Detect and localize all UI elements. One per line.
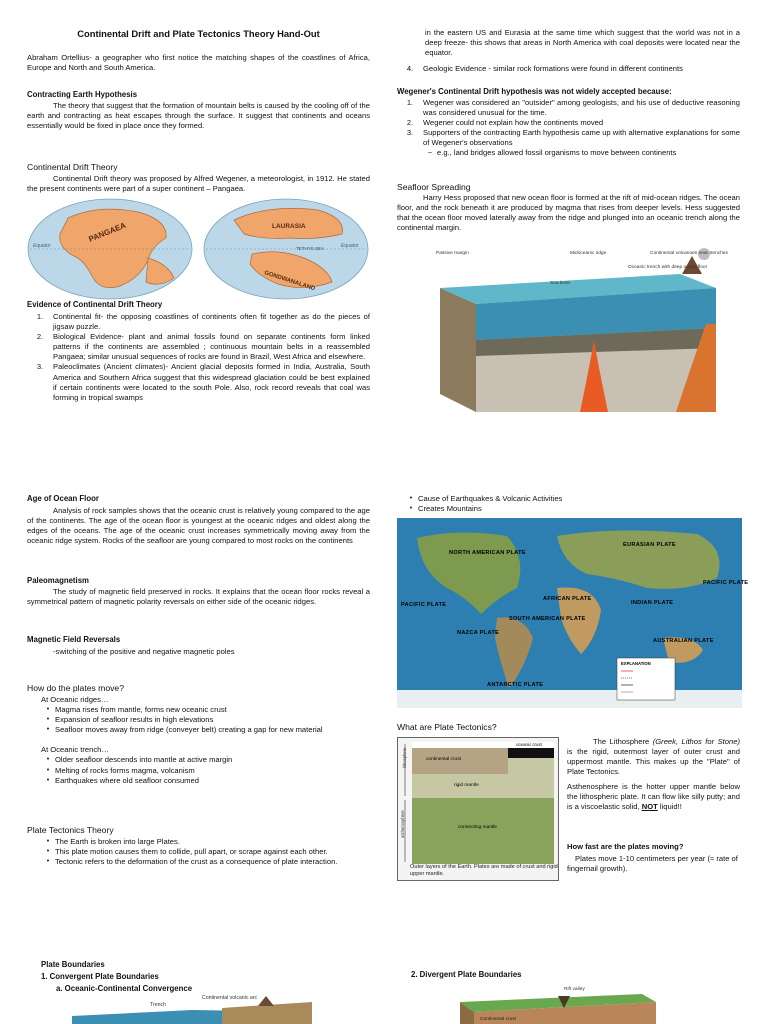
list-item: • This plate motion causes them to collide, pull apart, or scrape against each other. [46, 847, 328, 857]
asthenosphere-text: Asthenosphere is the hotter upper mantle below the lithospheric plate. It can flow like silly putty; and is a viscoelastic solid, NOT liquid!! [567, 782, 740, 812]
north-american-plate-label: NORTH AMERICAN PLATE [449, 550, 526, 556]
eurasian-plate-label: EURASIAN PLATE [623, 542, 676, 548]
cdt-heading: Continental Drift Theory [27, 162, 118, 172]
layers-caption: Outer layers of the Earth. Plates are made of crust and rigid upper mantle. [410, 864, 558, 877]
oc-convergence-heading: a. Oceanic-Continental Convergence [56, 984, 193, 993]
paleomag-text: The study of magnetic field preserved in rocks. It explains that the ocean floor rocks reveal a symmetrical pattern of magnetic polarity reversals on either side of the oceanic ridges. [27, 587, 370, 607]
list-item: • Tectonic refers to the deformation of the crust as a consequence of plate interaction. [46, 857, 338, 867]
pangaea-map [28, 199, 192, 299]
boundaries-heading: Plate Boundaries [41, 960, 105, 969]
earth-layers-svg [398, 738, 558, 880]
list-item: – e.g., land bridges allowed fossil organisms to move between continents [428, 148, 677, 158]
pangaea-label: PANGAEA [87, 220, 128, 244]
list-item: 1. Wegener was considered an "outsider" among geologists, and his use of deductive reasoning was considered unusual for the time. [406, 98, 740, 118]
seafloor-text: Harry Hess proposed that new ocean floor is formed at the rift of mid-ocean ridges. The ocean floor, and the rock beneath it are produced by magma that rises from deeper levels. Hess suggested that the ocean floor moved laterally away from the ridge and plunged into an oceanic trench along the continental margin. [397, 193, 740, 233]
ridge-label: Midoceanic ridge [570, 251, 607, 256]
seafloor-spreading-diagram [430, 244, 728, 412]
wegener-list [397, 98, 740, 159]
list-item: 2. Biological Evidence- plant and animal fossils found on separate continents form linked patterns if the continents are assembled ; continuous mountain belts in a reassembled Pangaea; similar unusual sequences of rocks are found in Brazil, West Africa and elsewhere. [36, 332, 370, 362]
cdt-text: Continental Drift theory was proposed by Alfred Wegener, a meteorologist, in 1912. He stated the present continents were part of a super continent – Pangaea. [27, 174, 370, 194]
map-legend-title: EXPLANATION [621, 661, 651, 666]
pangaea-maps [28, 198, 370, 300]
list-item: • Earthquakes where old seafloor consumed [46, 775, 199, 785]
indian-plate-label: INDIAN PLATE [631, 600, 674, 606]
asthenosphere-axis-label: asthenosphere [400, 810, 405, 838]
tethys-label: TETHYS SEA [296, 246, 325, 251]
paleomag-heading: Paleomagnetism [27, 576, 89, 585]
ocean-floor-heading: Age of Ocean Floor [27, 494, 99, 503]
divergent-diagram [446, 982, 656, 1024]
australian-plate-label: AUSTRALIAN PLATE [653, 638, 714, 644]
african-plate-label: AFRICAN PLATE [543, 596, 592, 602]
trench-label: Oceanic trench with deep ocean floor [628, 265, 708, 270]
equator-label-1: Equator [33, 243, 51, 249]
continental-crust-diagram-label: Continental crust [480, 1017, 516, 1022]
list-item: • Creates Mountains [409, 504, 482, 514]
effects-list [404, 494, 740, 514]
passive-margin-label: Passive margin [436, 251, 469, 256]
divergent-heading: 2. Divergent Plate Boundaries [411, 970, 522, 979]
nazca-plate-label: NAZCA PLATE [457, 630, 500, 636]
convergence-diagram [72, 994, 312, 1024]
earth-layers-diagram [397, 737, 559, 881]
ridges-label: At Oceanic ridges… [41, 695, 109, 704]
evidence-list [27, 312, 370, 403]
contracting-heading: Contracting Earth Hypothesis [27, 90, 138, 99]
oceanic-crust-label: oceanic crust [516, 742, 542, 747]
ocean-floor-text: Analysis of rock samples shows that the oceanic crust is relatively young compared to the age of the continents. The age of the ocean floor is youngest at the oceanic ridges and oldest along the edges of the oceans. The age of the oceanic crust increases symmetrically moving away from the oceanic ridge system. Rocks of the seafloor are young compared to most rocks on the continents [27, 506, 370, 546]
list-item: • Older seafloor descends into mantle at active margin [46, 755, 233, 765]
list-item: 3. Paleoclimates (Ancient climates)- Ancient glacial deposits formed in India, Australia, South America and Southern Africa suggest that this widespread glaciation could be best explained if certain continents were located to the south Pole. Also, rock record reveals that coal was forming in tropical swamps [36, 362, 370, 402]
geologic-evidence-item: 4. Geologic Evidence - similar rock formations were found in different continents [406, 64, 683, 73]
list-item: 2. Wegener could not explain how the continents moved [406, 118, 604, 128]
ptt-list [41, 837, 371, 867]
ptt-heading: Plate Tectonics Theory [27, 825, 114, 835]
list-item: • Magma rises from mantle, forms new oceanic crust [46, 705, 227, 715]
reversals-text: -switching of the positive and negative magnetic poles [53, 647, 235, 656]
volcano-label: Continental volcanoes near trenches [650, 251, 728, 256]
page-title: Continental Drift and Plate Tectonics Theory Hand-Out [77, 28, 320, 39]
volcanic-arc-label: Continental volcanic arc [202, 995, 258, 1001]
reversals-heading: Magnetic Field Reversals [27, 635, 121, 644]
gondwanaland-label: GONDWANALAND [263, 270, 316, 293]
sea-level-label: Sea level [550, 281, 570, 286]
connecting-mantle-label: connecting mantle [458, 825, 497, 830]
plates-move-heading: How do the plates move? [27, 683, 124, 693]
pacific-plate-label-west: PACIFIC PLATE [401, 602, 447, 608]
south-american-plate-label: SOUTH AMERICAN PLATE [509, 616, 586, 622]
rift-valley-label: Rift valley [564, 987, 585, 992]
evidence-heading: Evidence of Continental Drift Theory [27, 300, 163, 309]
contracting-text: The theory that suggest that the formation of mountain belts is caused by the cooling off of the earth and contracting as heat escapes through the surface. It suggest that continents and oceans essentially would be fixed in place once they formed. [27, 101, 370, 131]
equator-label-2: Equator [341, 243, 359, 249]
ortelius-paragraph: Abraham Ortellius- a geographer who first notice the matching shapes of the coastlines of Africa, Europe and North and South America. [27, 53, 370, 73]
list-item: 1. Continental fit- the opposing coastlines of continents often fit together as do the pieces of jigsaw puzzle. [36, 312, 370, 332]
wegener-heading: Wegener's Continental Drift hypothesis was not widely accepted because: [397, 87, 672, 96]
continental-crust-label: continental crust [426, 757, 461, 762]
list-item: 3. Supporters of the contracting Earth hypothesis came up with alternative explanations for some of Wegener's observations [406, 128, 740, 148]
convergent-heading: 1. Convergent Plate Boundaries [41, 972, 159, 981]
lithosphere-axis-label: lithosphere [402, 747, 407, 768]
list-item: • Melting of rocks forms magma, volcanism [46, 765, 195, 775]
plates-move-list [41, 695, 371, 786]
seafloor-heading: Seafloor Spreading [397, 182, 471, 192]
list-item: • Seafloor moves away from ridge (conveyer belt) creating a gap for new material [46, 725, 323, 735]
list-item: • Cause of Earthquakes & Volcanic Activities [409, 494, 563, 503]
list-item: • The Earth is broken into large Plates. [46, 837, 180, 846]
laurasia-label: LAURASIA [272, 223, 306, 230]
laurasia-gondwana-map [204, 199, 368, 299]
antarctic-plate-label: ANTARCTIC PLATE [487, 682, 544, 688]
what-pt-heading: What are Plate Tectonics? [397, 722, 497, 732]
plate-world-map [397, 518, 749, 708]
trench-diagram-label: Trench [150, 1002, 166, 1008]
lithosphere-text: The Lithosphere (Greek, Lithos for Stone) is the rigid, outermost layer of outer crust and uppermost mantle. This makes up the "Plate" of Plate Tectonics. [567, 737, 740, 777]
rigid-mantle-label: rigid mantle [454, 783, 479, 788]
coal-continuation: in the eastern US and Eurasia at the same time which suggest that the world was not in a deep freeze- this shows that areas in North America with coal deposits were located near the equator. [425, 28, 740, 58]
how-fast-answer: Plates move 1-10 centimeters per year (≈ rate of fingernail growth). [567, 854, 738, 874]
trench-label-text: At Oceanic trench… [41, 745, 109, 755]
pacific-plate-label-east: PACIFIC PLATE [703, 580, 749, 586]
how-fast-question: How fast are the plates moving? [567, 842, 684, 851]
list-item: • Expansion of seafloor results in high elevations [46, 715, 214, 725]
